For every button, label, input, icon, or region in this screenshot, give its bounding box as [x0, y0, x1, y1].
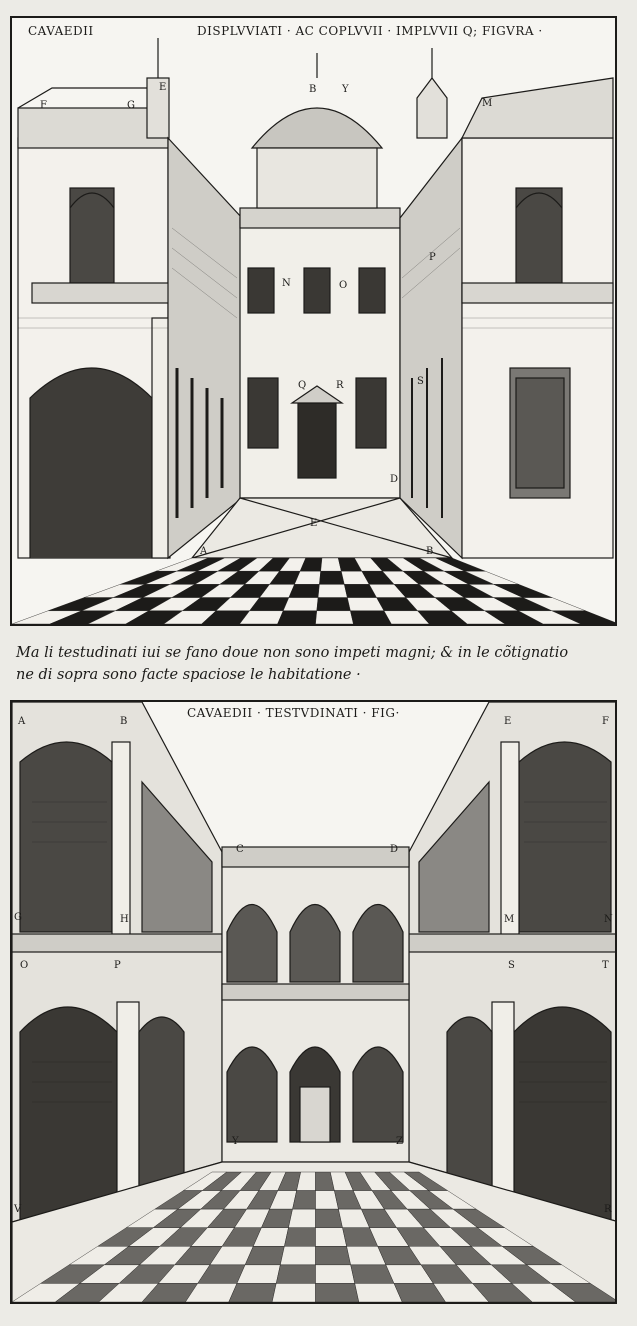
floor-tile: [316, 1265, 355, 1284]
figure-letter: B: [426, 546, 434, 557]
floor-tile: [293, 1191, 316, 1210]
figure-letter: O: [20, 960, 29, 971]
floor-tile: [278, 611, 317, 624]
figure-title-right: DISPLVVIATI · AC COPLVVII · IMPLVVII Q; FIGVRA ·: [197, 24, 543, 38]
floor-tile: [317, 598, 351, 611]
figure-letter: F: [40, 100, 47, 111]
figure-letter: G: [127, 100, 135, 111]
floor-tile: [276, 1265, 315, 1284]
figure-letter: N: [604, 914, 613, 925]
figure-letter: Y: [342, 84, 349, 95]
floor-tile: [316, 1283, 359, 1302]
floor-tile: [316, 1228, 347, 1247]
floor-tile: [283, 598, 318, 611]
bottom-woodcut-figure: [10, 700, 617, 1304]
body-text-line-2: ne di sopra sono facte spaciose le habitatione ·: [16, 667, 361, 683]
floor-tile: [316, 1209, 343, 1228]
floor-tile: [318, 584, 347, 597]
figure-letter: G: [14, 912, 22, 923]
figure-title-left: CAVAEDII: [28, 24, 94, 38]
figure-letter: Q: [298, 380, 307, 391]
body-text-line-1: Ma li testudinati iui se fano doue non sono impeti magni; & in le cõtignatio: [16, 645, 569, 661]
testudinate-courtyard-illustration: [12, 702, 617, 1304]
figure-letter: A: [18, 716, 26, 727]
figure-letter: O: [339, 280, 348, 291]
figure-letter: C: [236, 844, 244, 855]
figure-letter: Y: [232, 1136, 239, 1147]
floor-tile: [280, 1246, 315, 1265]
figure-letter: E: [504, 716, 512, 727]
figure-letter: B: [120, 716, 128, 727]
figure-letter: M: [504, 914, 515, 925]
displuviate-courtyard-illustration: [12, 18, 617, 626]
figure-letter: V: [14, 1204, 22, 1215]
figure-letter: E: [310, 518, 318, 529]
figure-letter: S: [508, 960, 515, 971]
figure-letter: D: [390, 474, 399, 485]
floor-tile: [321, 558, 342, 571]
floor-tile: [272, 1283, 315, 1302]
floor-tile: [284, 1228, 315, 1247]
figure-letter: N: [282, 278, 291, 289]
figure-letter: R: [336, 380, 344, 391]
figure-letter: P: [114, 960, 121, 971]
figure-letter: P: [429, 252, 436, 263]
figure-letter: T: [602, 960, 609, 971]
figure-letter: F: [602, 716, 609, 727]
figure-letter: E: [159, 82, 167, 93]
figure-letter: A: [200, 546, 208, 557]
body-text-paragraph: [16, 642, 626, 686]
floor-tile: [289, 584, 320, 597]
floor-tile: [316, 611, 354, 624]
figure-letter: D: [390, 844, 399, 855]
floor-tile: [229, 1283, 276, 1302]
floor-tile: [316, 1246, 351, 1265]
figure-letter: M: [482, 98, 493, 109]
figure-letter: Z: [396, 1136, 403, 1147]
figure-title: CAVAEDII · TESTVDINATI · FIG·: [187, 706, 400, 720]
figure-letter: R: [604, 1204, 612, 1215]
figure-letter: S: [417, 376, 424, 387]
floor-tile: [288, 1209, 315, 1228]
floor-tile: [319, 571, 344, 584]
figure-letter: B: [309, 84, 317, 95]
top-woodcut-figure: [10, 16, 617, 626]
figure-letter: H: [120, 914, 129, 925]
